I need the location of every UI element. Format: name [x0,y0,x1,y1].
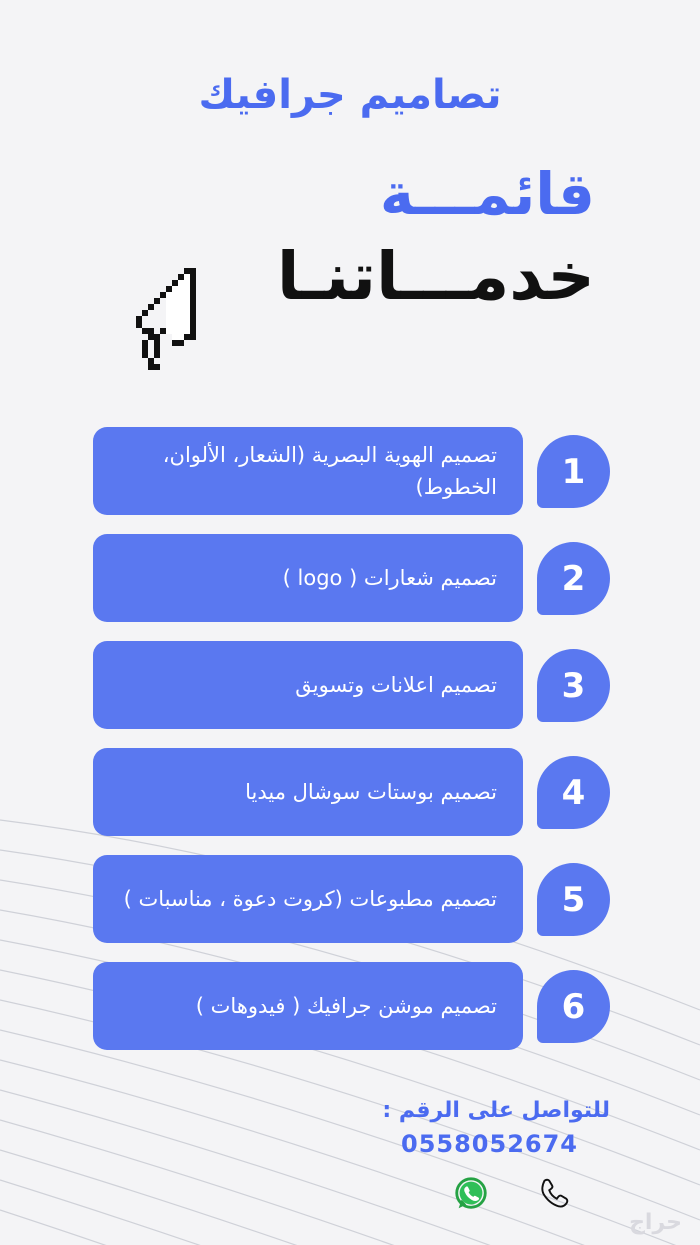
service-text: تصميم الهوية البصرية (الشعار، الألوان، الخطوط) [162,443,497,499]
service-number-badge: 2 [537,542,610,615]
menu-heading: قائمـــة [379,160,595,228]
service-item-3 [93,641,523,729]
service-item-5 [93,855,523,943]
service-text: تصميم موشن جرافيك ( فيدوهات ) [195,994,497,1018]
service-text: تصميم بوستات سوشال ميديا [245,780,497,804]
service-number-badge: 4 [537,756,610,829]
service-item-4 [93,748,523,836]
watermark: حراج [629,1210,682,1235]
service-number-badge: 3 [537,649,610,722]
service-number-badge: 5 [537,863,610,936]
contact-label: للتواصل على الرقم : [382,1098,610,1123]
service-item-1 [93,427,523,515]
service-text: تصميم شعارات ( logo ) [282,566,497,590]
service-text: تصميم اعلانات وتسويق [295,673,497,697]
service-number-badge: 6 [537,970,610,1043]
service-item-2 [93,534,523,622]
service-number-badge: 1 [537,435,610,508]
service-text: تصميم مطبوعات (كروت دعوة ، مناسبات ) [123,887,497,911]
service-item-6 [93,962,523,1050]
phone-icon[interactable] [535,1175,573,1213]
page-title: تصاميم جرافيك [198,72,502,118]
whatsapp-icon[interactable] [452,1175,490,1213]
services-heading: خدمـــاتنـا [276,238,595,315]
pixel-arrow-cursor-icon [136,268,202,376]
contact-phone-number[interactable]: 0558052674 [401,1130,578,1158]
